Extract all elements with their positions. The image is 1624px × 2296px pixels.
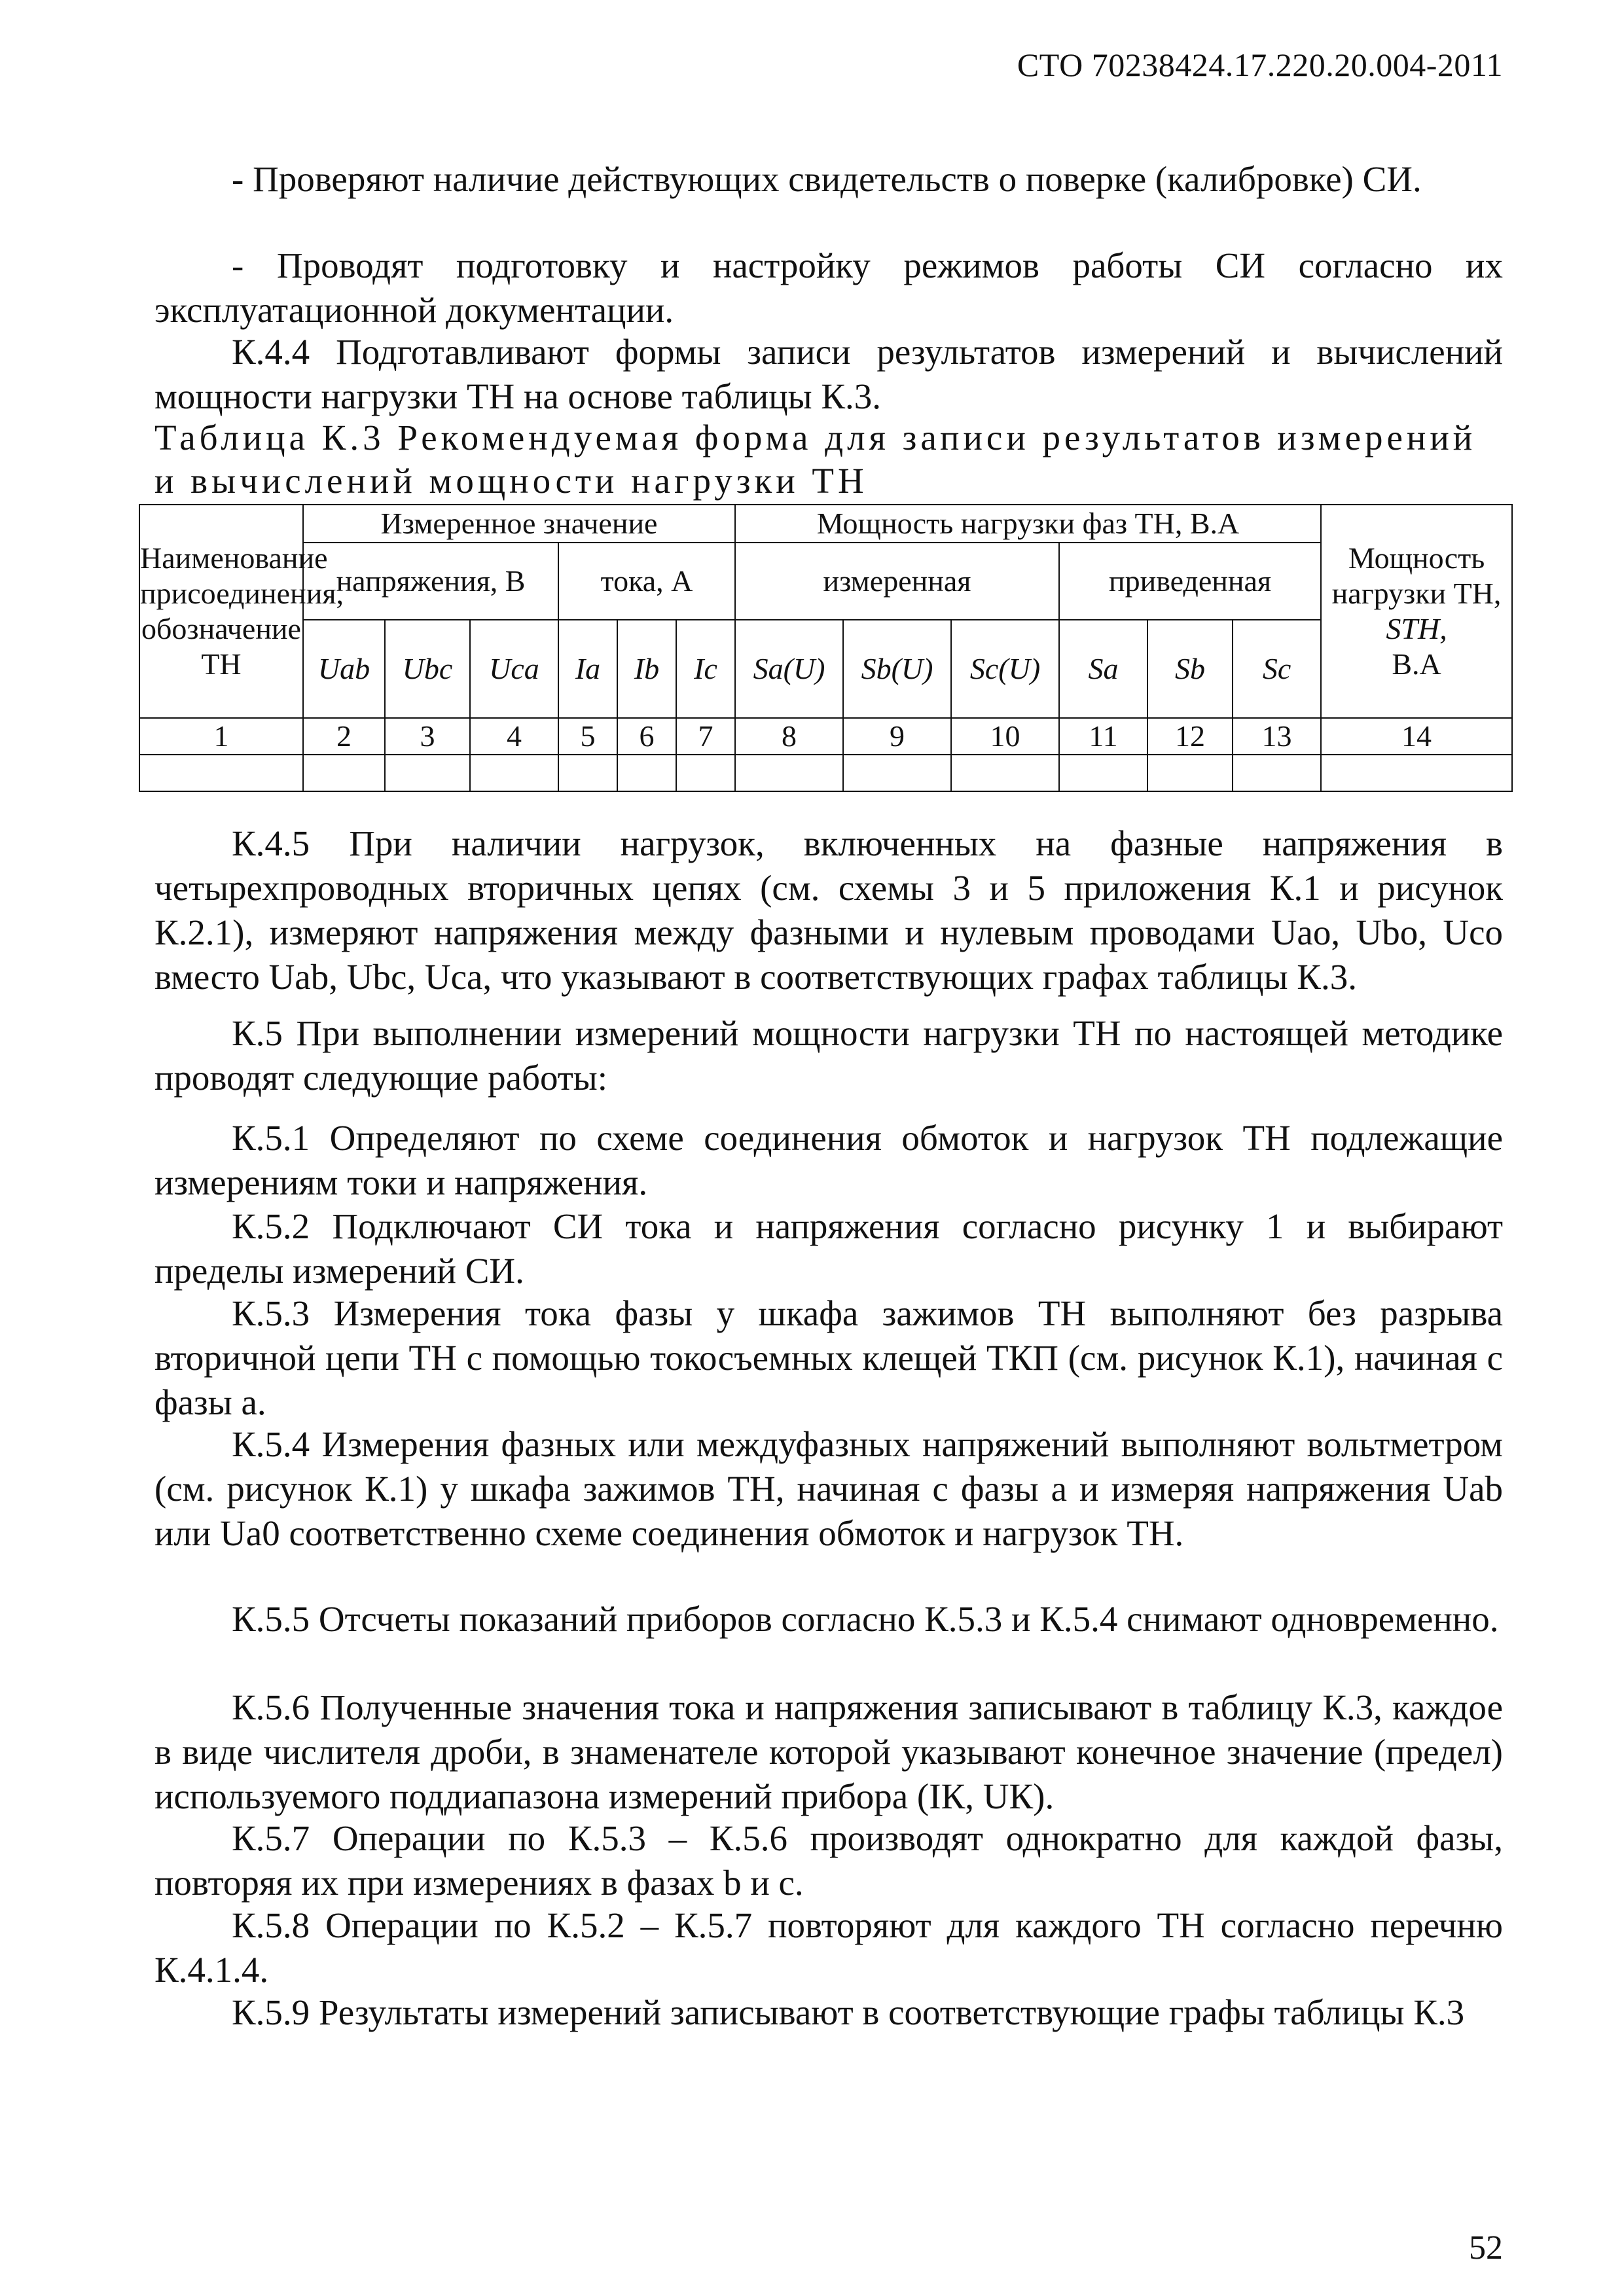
empty-cell xyxy=(951,755,1059,791)
empty-cell xyxy=(676,755,735,791)
paragraph-k-5-3: К.5.3 Измерения тока фазы у шкафа зажимов ТН выполняют без разрыва вторичной цепи ТН с помощью токосъемных клещей ТКП (см. рисунок К.1), начиная с фазы а. xyxy=(154,1293,1503,1422)
paragraph-k-5-2: К.5.2 Подключают СИ тока и напряжения согласно рисунку 1 и выбирают пределы измерений СИ. xyxy=(154,1206,1503,1291)
table-header-phase-power: Мощность нагрузки фаз ТН, В.А xyxy=(735,505,1321,543)
symbol-cell: Ib xyxy=(617,620,676,718)
symbol-cell: Sa(U) xyxy=(735,620,843,718)
symbol-cell: Uca xyxy=(470,620,558,718)
paragraph-verification-check: - Проверяют наличие действующих свидетельств о поверке (калибровке) СИ. xyxy=(232,159,1422,199)
paragraph-k-5-8: К.5.8 Операции по К.5.2 – К.5.7 повторяют для каждого ТН согласно перечню К.4.1.4. xyxy=(154,1905,1503,1990)
empty-cell xyxy=(617,755,676,791)
table-header-voltage: напряжения, В xyxy=(303,543,558,620)
paragraph-k-4-4: К.4.4 Подготавливают формы записи результатов измерений и вычислений мощности нагрузки ТН на основе таблицы К.3. xyxy=(154,332,1503,416)
symbol-cell: Sc xyxy=(1233,620,1321,718)
symbol-cell: Ubc xyxy=(385,620,470,718)
page-number: 52 xyxy=(1469,2229,1503,2267)
column-number: 10 xyxy=(951,718,1059,755)
symbol-cell: Sb xyxy=(1147,620,1233,718)
column-number: 12 xyxy=(1147,718,1233,755)
column-number: 5 xyxy=(558,718,617,755)
empty-cell xyxy=(470,755,558,791)
column-number: 4 xyxy=(470,718,558,755)
table-header-total-power: Мощность нагрузки ТН, STH, В.А xyxy=(1321,505,1512,718)
column-number: 14 xyxy=(1321,718,1512,755)
paragraph-k-5-6: К.5.6 Полученные значения тока и напряжения записывают в таблицу К.3, каждое в виде числителя дроби, в знаменателе которой указывают конечное значение (предел) используемого поддиапазона измерений прибора (IК, UК). xyxy=(154,1687,1503,1816)
empty-cell xyxy=(1233,755,1321,791)
column-number: 7 xyxy=(676,718,735,755)
paragraph-k-4-5: К.4.5 При наличии нагрузок, включенных на фазные напряжения в четырехпроводных вторичных цепях (см. схемы 3 и 5 приложения К.1 и рисунок К.2.1), измеряют напряжения между фазными и нулевым проводами Uao, Ubo, Uco вместо Uab, Ubc, Uca, что указывают в соответствующих графах таблицы К.3. xyxy=(154,823,1503,997)
column-number: 9 xyxy=(843,718,951,755)
empty-cell xyxy=(558,755,617,791)
symbol-cell: Ic xyxy=(676,620,735,718)
document-code-header: СТО 70238424.17.220.20.004-2011 xyxy=(1017,46,1503,83)
table-header-reduced: приведенная xyxy=(1059,543,1321,620)
paragraph-k-5-9: К.5.9 Результаты измерений записывают в соответствующие графы таблицы К.3 xyxy=(232,1992,1465,2032)
table-header-measured-value: Измеренное значение xyxy=(303,505,735,543)
symbol-cell: Sb(U) xyxy=(843,620,951,718)
column-number: 3 xyxy=(385,718,470,755)
column-number: 2 xyxy=(303,718,385,755)
paragraph-k-5-5: К.5.5 Отсчеты показаний приборов согласно К.5.3 и К.5.4 снимают одновременно. xyxy=(232,1599,1499,1639)
empty-cell xyxy=(1147,755,1233,791)
table-header-measured: измеренная xyxy=(735,543,1059,620)
symbol-cell: Sa xyxy=(1059,620,1147,718)
table-header-current: тока, А xyxy=(558,543,735,620)
paragraph-k-5-7: К.5.7 Операции по К.5.3 – К.5.6 производят однократно для каждой фазы, повторяя их при измерениях в фазах b и c. xyxy=(154,1818,1503,1903)
table-header-connection-name: Наименование присоединения, обозначение ТН xyxy=(139,505,303,718)
symbol-cell: Ia xyxy=(558,620,617,718)
empty-cell xyxy=(1321,755,1512,791)
column-number: 8 xyxy=(735,718,843,755)
paragraph-preparation: - Проводят подготовку и настройку режимов работы СИ согласно их эксплуатационной документации. xyxy=(154,245,1503,330)
paragraph-k-5-1: К.5.1 Определяют по схеме соединения обмоток и нагрузок ТН подлежащие измерениям токи и напряжения. xyxy=(154,1118,1503,1202)
column-number: 1 xyxy=(139,718,303,755)
empty-cell xyxy=(843,755,951,791)
empty-cell xyxy=(1059,755,1147,791)
measurement-record-table xyxy=(139,504,1513,792)
empty-cell xyxy=(735,755,843,791)
symbol-cell: Uab xyxy=(303,620,385,718)
column-number: 11 xyxy=(1059,718,1147,755)
symbol-cell: Sc(U) xyxy=(951,620,1059,718)
column-number: 6 xyxy=(617,718,676,755)
empty-cell xyxy=(139,755,303,791)
column-number: 13 xyxy=(1233,718,1321,755)
empty-cell xyxy=(303,755,385,791)
table-caption: Таблица К.3 Рекомендуемая форма для записи результатов измерений и вычислений мощности нагрузки ТН xyxy=(154,418,1477,501)
paragraph-k-5: К.5 При выполнении измерений мощности нагрузки ТН по настоящей методике проводят следующие работы: xyxy=(154,1013,1503,1098)
paragraph-k-5-4: К.5.4 Измерения фазных или междуфазных напряжений выполняют вольтметром (см. рисунок К.1) у шкафа зажимов ТН, начиная с фазы а и измеряя напряжения Uab или Ua0 соответственно схеме соединения обмоток и нагрузок ТН. xyxy=(154,1424,1503,1553)
empty-cell xyxy=(385,755,470,791)
